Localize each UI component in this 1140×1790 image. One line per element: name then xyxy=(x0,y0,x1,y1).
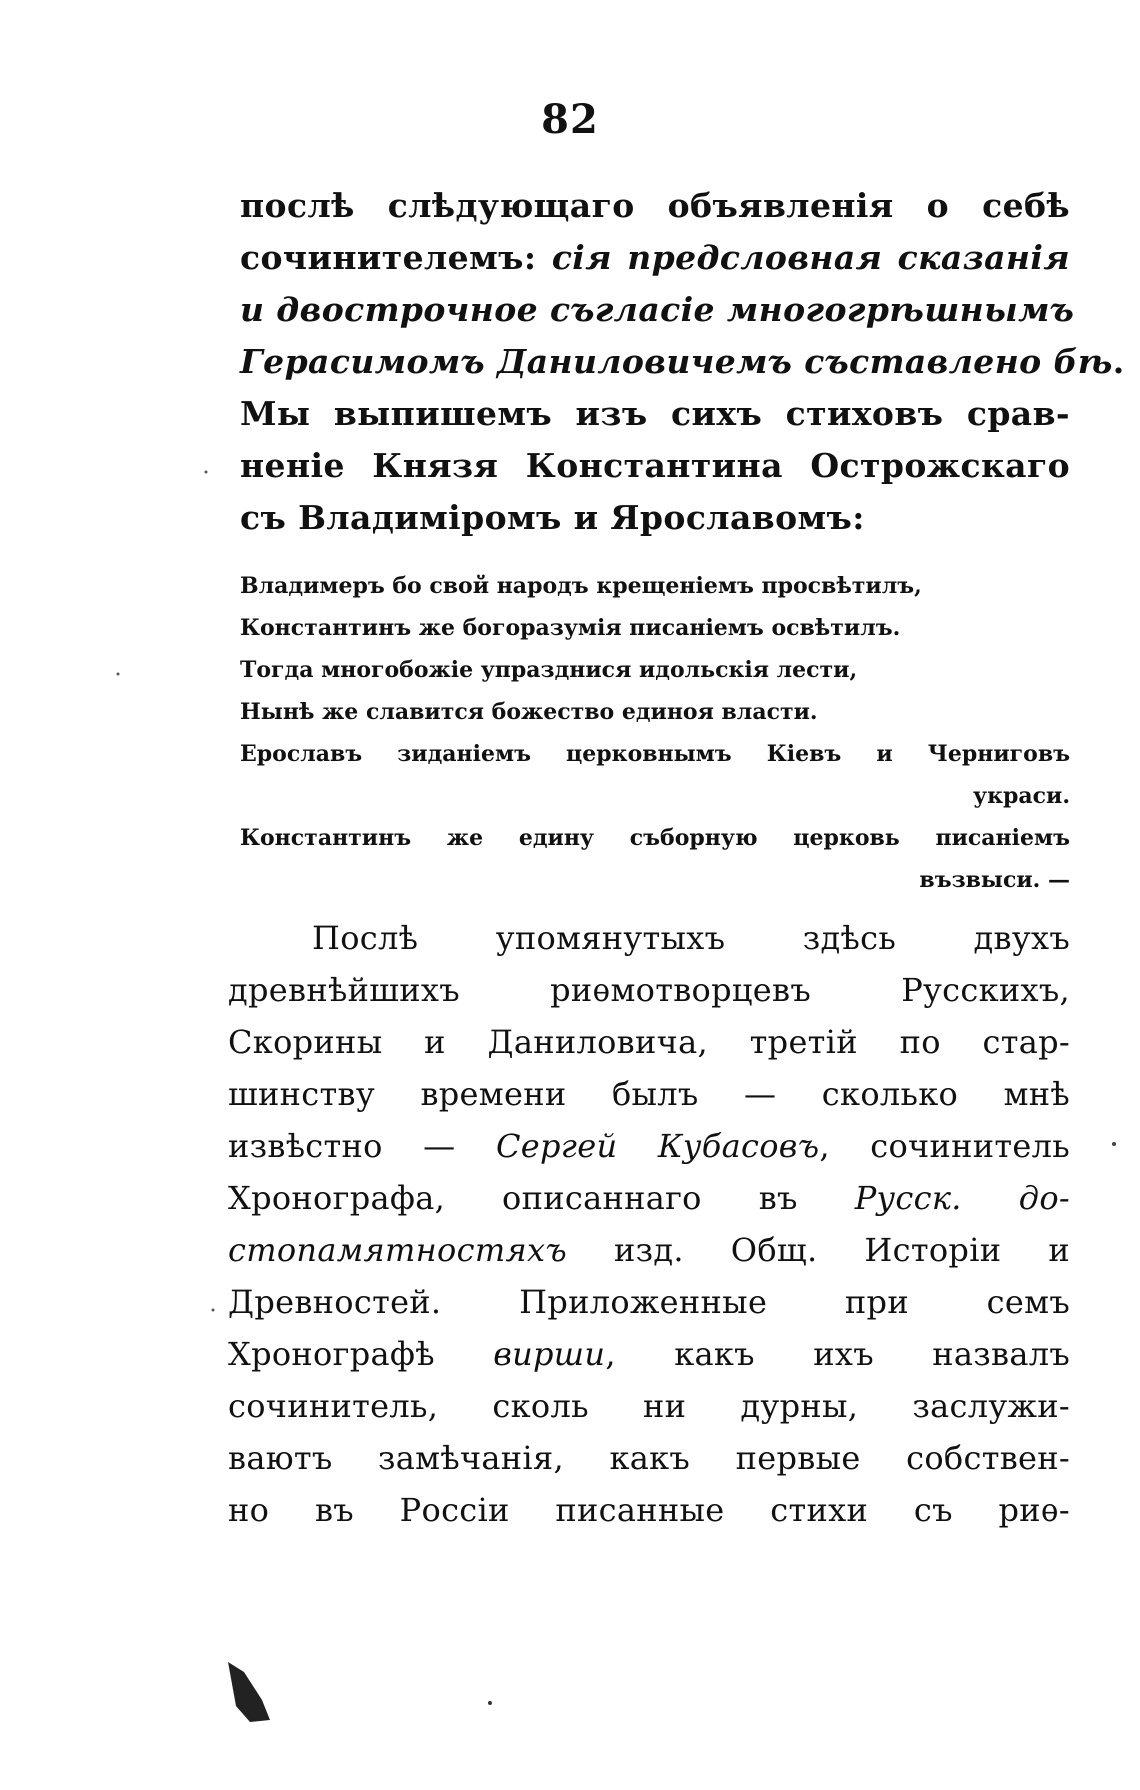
text-run: но въ Россіи писанные стихи съ риѳ- xyxy=(228,1491,1070,1529)
text-run: извѣстно — xyxy=(228,1127,496,1165)
ink-smudge xyxy=(228,1662,270,1722)
text-run: Скорины и Даниловича, третій по стар- xyxy=(228,1023,1070,1061)
text-run: Мы выпишемъ изъ сихъ стиховъ срав- xyxy=(240,394,1070,433)
text-run: послѣ слѣдующаго объявленія о себѣ xyxy=(240,186,1070,225)
ink-dot xyxy=(1112,1142,1116,1146)
text-run: . xyxy=(1112,342,1125,381)
text-run: съ Владиміромъ и Ярославомъ: xyxy=(240,498,865,537)
text-run: ваютъ замѣчанія, какъ первые собствен- xyxy=(228,1439,1070,1477)
verse-line: Константинъ же богоразумія писаніемъ освѣтилъ. xyxy=(240,615,901,641)
italic-text: вирши xyxy=(493,1335,606,1373)
italic-text: сія предсловная сказанія xyxy=(551,238,1070,277)
page-number: 82 xyxy=(541,96,599,143)
ink-dot xyxy=(117,673,120,676)
ink-dot xyxy=(488,1701,492,1705)
text-run: неніе Князя Константина Острожскаго xyxy=(240,446,1070,485)
verse-line: Нынѣ же славится божество единоя власти. xyxy=(240,699,818,725)
ink-dot xyxy=(212,1309,215,1312)
italic-text: и двострочное съгласіе многогрѣшнымъ xyxy=(240,290,1075,329)
text-run: Послѣ упомянутыхъ здѣсь двухъ xyxy=(312,919,1070,957)
text-run: древнѣйшихъ риѳмотворцевъ Русскихъ, xyxy=(228,971,1070,1009)
text-run: Хронографа, описаннаго въ xyxy=(228,1179,855,1217)
text-run: Древностей. Приложенные при семъ xyxy=(228,1283,1070,1321)
verse-line: Ерославъ зиданіемъ церковнымъ Кіевъ и Черниговъ xyxy=(240,741,1070,767)
text-run: изд. Общ. Исторіи и xyxy=(566,1231,1070,1269)
verse-line: Владимеръ бо свой народъ крещеніемъ просвѣтилъ, xyxy=(240,573,922,599)
verse-line: украси. xyxy=(973,783,1070,809)
italic-text: Сергей Кубасовъ xyxy=(495,1127,820,1165)
italic-text: стопамятностяхъ xyxy=(228,1231,567,1269)
verse-line: Тогда многобожіе упразднися идольскія лести, xyxy=(240,657,858,683)
verse-line: възвыси. — xyxy=(919,867,1070,893)
text-run: , сочинитель xyxy=(819,1127,1070,1165)
text-run: шинству времени былъ — сколько мнѣ xyxy=(228,1075,1070,1113)
italic-text: Русск. до- xyxy=(854,1179,1070,1217)
italic-text: Герасимомъ Даниловичемъ съставлено бѣ xyxy=(240,342,1113,381)
text-run: сочинитель, сколь ни дурны, заслужи- xyxy=(228,1387,1070,1425)
ink-dot xyxy=(205,471,208,474)
text-run: , какъ ихъ назвалъ xyxy=(605,1335,1070,1373)
text-run: сочинителемъ: xyxy=(240,238,552,277)
text-run: Хронографѣ xyxy=(228,1335,494,1373)
verse-line: Константинъ же едину съборную церковь писаніемъ xyxy=(240,825,1070,851)
